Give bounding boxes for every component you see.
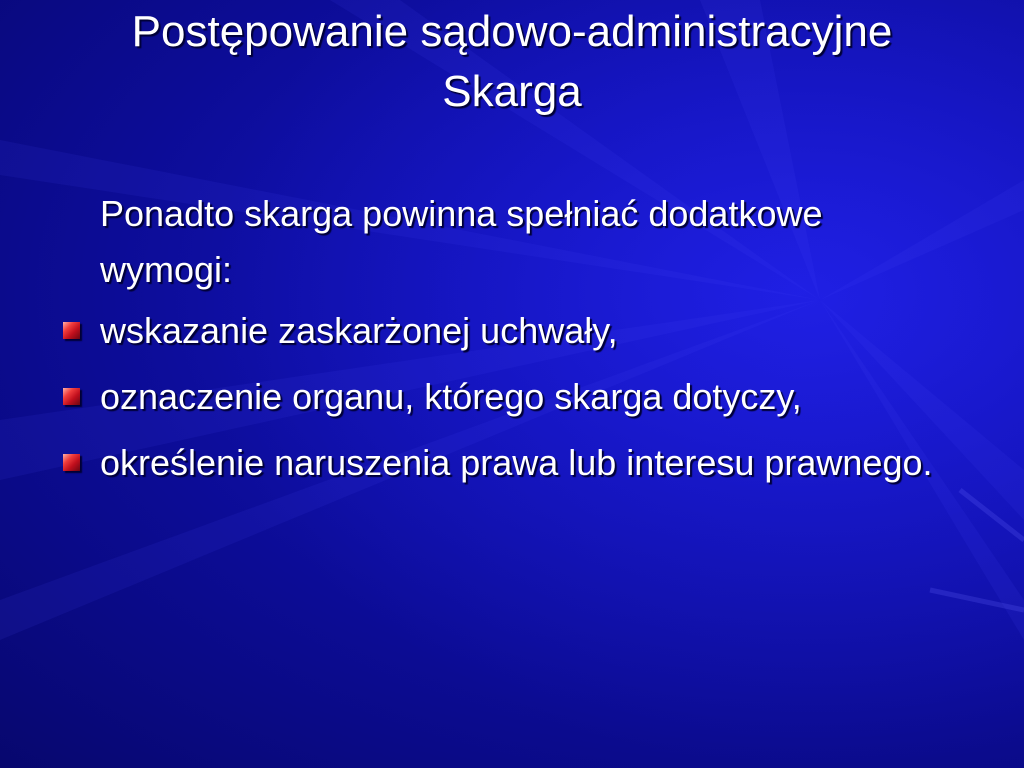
bullet-item [100, 369, 960, 425]
slide-body [0, 186, 1024, 501]
title-line-2: Skarga [442, 67, 582, 116]
intro-text: Ponadto skarga powinna spełniać dodatkowe wymogi: [100, 193, 823, 290]
slide-title [0, 2, 1024, 122]
bullet-text: wskazanie zaskarżonej uchwały, [100, 310, 618, 351]
square-bullet-icon [63, 388, 80, 405]
bullet-list [0, 303, 1024, 491]
bullet-text: oznaczenie organu, którego skarga dotyczy, [100, 376, 802, 417]
bullet-item [100, 435, 960, 491]
square-bullet-icon [63, 322, 80, 339]
bullet-text: określenie naruszenia prawa lub interesu prawnego. [100, 442, 933, 483]
bullet-item [100, 303, 960, 359]
square-bullet-icon [63, 454, 80, 471]
title-line-1: Postępowanie sądowo-administracyjne [131, 7, 893, 56]
